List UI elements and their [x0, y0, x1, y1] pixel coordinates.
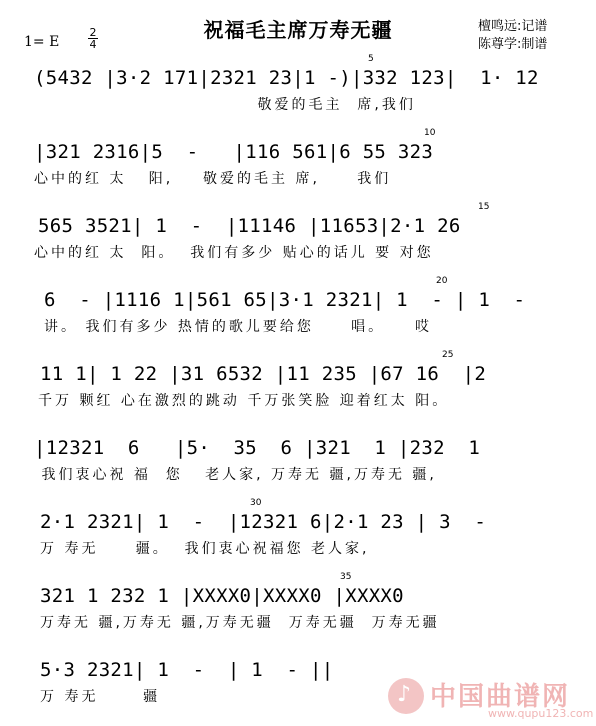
lyrics-line: 敬爱的毛主 席,我们 — [34, 97, 416, 113]
music-logo-icon: ♪ — [388, 678, 424, 714]
credits — [478, 18, 547, 54]
score-system-7 — [0, 498, 596, 566]
notation-line: |321 2316|5 - |116 561|6 55 323 — [34, 141, 434, 163]
score-system-1 — [0, 54, 596, 122]
measure-number: 30 — [250, 498, 262, 508]
measure-number: 35 — [340, 572, 352, 582]
score-system-2 — [0, 128, 596, 196]
notation-line: 6 - |1116 1|561 65|3·1 2321| 1 - | 1 - — [44, 289, 526, 311]
lyrics-line: 心中的红 太 阳。 我们有多少 贴心的话儿 要 对您 — [34, 245, 434, 261]
credit-transcriber: 檀鸣远:记谱 — [478, 19, 548, 34]
time-signature-bottom: 4 — [89, 38, 97, 51]
credit-arranger: 陈尊学:制谱 — [478, 37, 548, 52]
measure-number: 25 — [442, 350, 454, 360]
key-signature: 1= E — [24, 34, 60, 50]
measure-number: 5 — [368, 54, 374, 64]
notation-line: |12321 6 |5· 35 6 |321 1 |232 1 — [34, 437, 481, 459]
site-watermark — [388, 674, 594, 722]
measure-number: 15 — [478, 202, 490, 212]
lyrics-line: 万 寿无 疆 — [40, 689, 161, 705]
measure-number: 20 — [436, 276, 448, 286]
notation-line: 5·3 2321| 1 - | 1 - || — [40, 659, 334, 681]
notation-line: 2·1 2321| 1 - |12321 6|2·1 23 | 3 - — [40, 511, 487, 533]
page-title: 祝福毛主席万寿无疆 — [203, 18, 393, 42]
lyrics-line: 心中的红 太 阳, 敬爱的毛主 席, 我们 — [34, 171, 392, 187]
time-signature-top: 2 — [89, 26, 97, 39]
lyrics-line: 讲。 我们有多少 热情的歌儿要给您 唱。 哎 — [44, 319, 432, 335]
score-system-3 — [0, 202, 596, 270]
watermark-name: 中国曲谱网 — [430, 682, 571, 712]
score-system-5 — [0, 350, 596, 418]
lyrics-line: 万寿无 疆,万寿无 疆,万寿无疆 万寿无疆 万寿无疆 — [40, 615, 440, 631]
notation-line: 11 1| 1 22 |31 6532 |11 235 |67 16 |2 — [40, 363, 487, 385]
watermark-url: www.qupu123.com — [488, 707, 594, 720]
measure-number: 10 — [424, 128, 436, 138]
lyrics-line: 万 寿无 疆。 我们衷心祝福您 老人家, — [40, 541, 370, 557]
score-system-4 — [0, 276, 596, 344]
lyrics-line: 我们衷心祝 福 您 老人家, 万寿无 疆,万寿无 疆, — [34, 467, 437, 483]
notation-line: (5432 |3·2 171|2321 23|1 -)|332 123| 1· 12 — [34, 67, 539, 89]
time-signature — [88, 27, 98, 50]
notation-line: 321 1 232 1 |XXXX0|XXXX0 |XXXX0 — [40, 585, 404, 607]
score-system-8 — [0, 572, 596, 640]
notation-line: 565 3521| 1 - |11146 |11653|2·1 26 — [38, 215, 461, 237]
lyrics-line: 千万 颗红 心在激烈的跳动 千万张笑脸 迎着红太 阳。 — [38, 393, 450, 409]
score-system-6 — [0, 432, 596, 492]
